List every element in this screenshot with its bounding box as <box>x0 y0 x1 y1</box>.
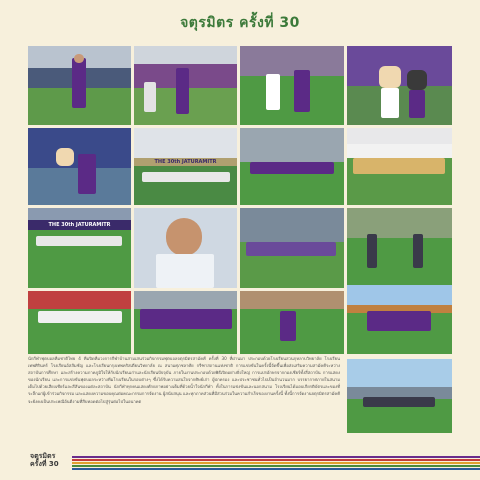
page-title: จตุรมิตร ครั้งที่ 30 <box>180 15 300 31</box>
photo-goal-action <box>240 291 344 354</box>
footer-label <box>30 452 59 468</box>
photo-ceremony-stage <box>134 128 237 205</box>
photo-field-parade <box>28 291 131 354</box>
photo-coach-portrait <box>134 208 237 288</box>
photo-student-banner <box>347 128 452 205</box>
footer-line-2: ครั้งที่ 30 <box>30 460 59 468</box>
photo-stadium-team <box>240 128 344 205</box>
stripe <box>72 465 480 467</box>
photo-team-group <box>347 285 452 354</box>
photo-match-action <box>240 46 344 125</box>
photo-team-lineup <box>134 291 237 354</box>
stripe <box>72 456 480 458</box>
photo-player-crowd <box>134 46 237 125</box>
stripe <box>72 459 480 461</box>
stripe <box>72 468 480 470</box>
jaturamitr-banner-text: THE 30th JATURAMITR <box>154 159 217 165</box>
footer-stripes <box>72 456 480 470</box>
stripe <box>72 462 480 464</box>
photo-team-entrance <box>28 46 131 125</box>
footer-line-1: จตุรมิตร <box>30 452 56 460</box>
photo-mascots <box>347 46 452 125</box>
photo-team-tent <box>240 208 344 288</box>
article-paragraph: นักกีฬาฟุตบอลทีมชาติไทย 4 ทีมปิดทีมวงการกีฬาบ้านสามเสนร่วมกิจกรรมฟุตบอลจตุรมิตรสามัคคี ครั้งที่ 30 ที่ผ่านมา ประกอบด้วยโรงเรียนสวนกุหลาบวิทยาลัย โรงเรียนเทพศิรินทร์ โรงเรียนอัสสัมชัญ และโรงเรียนกรุงเทพคริสเตียนวิทยาลัย ณ สนามศุภชลาศัย กรีฑาสถานแห่งชาติ การแข่งขันในครั้งนี้จัดขึ้นเพื่อส่งเสริมความสามัคคีระหว่างสถาบันการศึกษา และสร้างความภาคภูมิใจให้กับนักเรียนเก่าและนักเรียนปัจจุบัน ภายในงานประกอบด้วยพิธีเปิดอย่างยิ่งใหญ่ การแปรอักษรจากกองเชียร์ทั้งสี่สถาบัน การแสดงของนักเรียน และการแข่งขันฟุตบอลระหว่างทีมโรงเรียนในรอบต่างๆ ซึ่งได้รับความสนใจจากศิษย์เก่า ผู้ปกครอง และประชาชนทั่วไปเป็นจำนวนมาก บรรยากาศภายในสนามเต็มไปด้วยเสียงเชียร์และสีสันของแต่ละสถาบัน นักกีฬาทุกคนแสดงศักยภาพอย่างเต็มที่ด้วยน้ำใจนักกีฬา ทั้งในการแข่งขันและนอกสนาม โรงเรียนได้มอบเกียรติบัตรและของที่ระลึกแก่ผู้เข้าร่วมกิจกรรม และแสดงความขอบคุณต่อคณะกรรมการจัดงาน ผู้สนับสนุน และทุกภาคส่วนที่มีส่วนร่วมในความสำเร็จของงานครั้งนี้ ทั้งนี้การจัดงานจตุรมิตรสามัคคีจะยังคงเป็นประเพณีอันดีงามที่สืบทอดต่อไปสู่รุ่นต่อไปในอนาคต <box>28 356 340 404</box>
photo-referees <box>347 208 452 288</box>
photo-mascots-stand <box>28 128 131 205</box>
photo-jaturamitr-banner <box>28 208 131 288</box>
jaturamitr-banner-text: THE 30th JATURAMITR <box>48 222 111 228</box>
photo-stadium-wide <box>347 359 452 433</box>
